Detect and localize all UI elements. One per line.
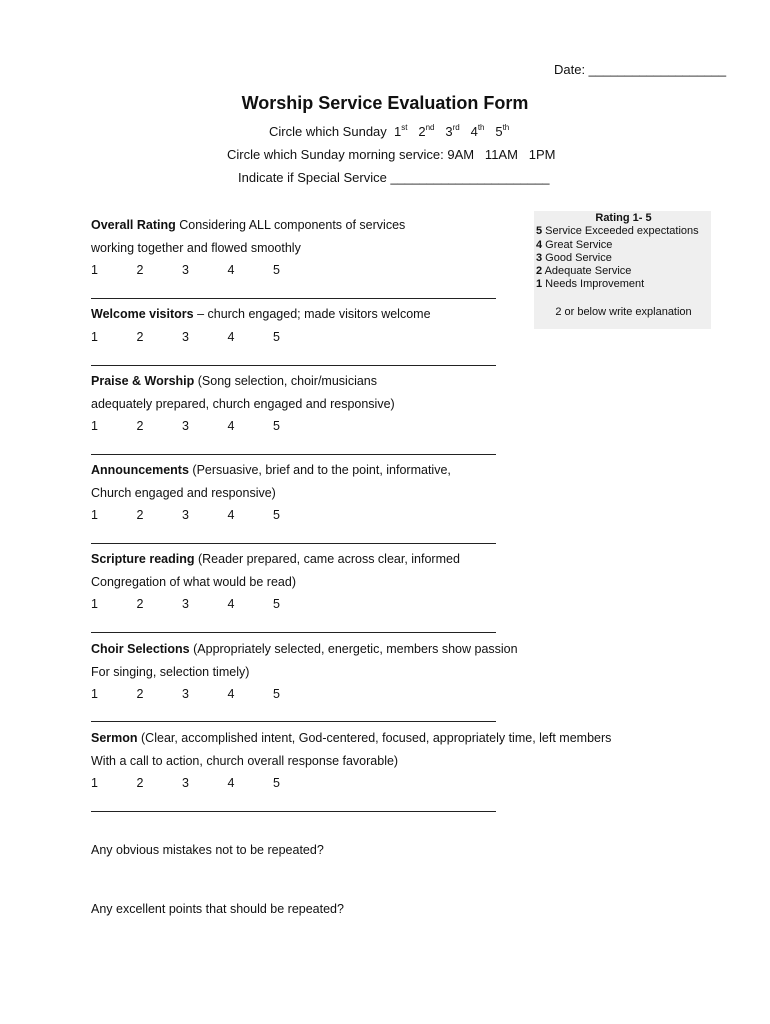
rating-option[interactable]: 2 bbox=[136, 687, 144, 701]
rating-scale[interactable] bbox=[91, 772, 611, 795]
form-title: Worship Service Evaluation Form bbox=[241, 93, 529, 113]
date-field[interactable]: Date: ___________________ bbox=[554, 62, 727, 77]
rating-legend bbox=[534, 211, 711, 329]
rating-option[interactable]: 4 bbox=[227, 329, 235, 344]
question-excellent-points: Any excellent points that should be repeated? bbox=[91, 902, 344, 916]
rating-legend-item: 1 Needs Improvement bbox=[536, 278, 645, 291]
rating-option[interactable]: 1 bbox=[91, 687, 98, 701]
special-service-field[interactable]: Indicate if Special Service ______________________ bbox=[238, 170, 550, 185]
rating-option[interactable]: 3 bbox=[182, 776, 189, 790]
divider bbox=[91, 811, 496, 812]
rating-legend-item: 4 Great Service bbox=[536, 238, 613, 251]
sunday-option[interactable]: 5th bbox=[495, 123, 510, 139]
divider bbox=[91, 543, 496, 544]
rating-option[interactable]: 5 bbox=[273, 687, 280, 701]
section-sermon: Sermon (Clear, accomplished intent, God-centered, focused, appropriately time, left members With a call to action, church overall response favorable) 1 2 3 4 5 bbox=[91, 727, 611, 795]
rating-option[interactable]: 2 bbox=[136, 776, 144, 790]
rating-option[interactable]: 2 bbox=[136, 329, 144, 344]
rating-option[interactable]: 3 bbox=[182, 263, 189, 277]
rating-option[interactable]: 2 bbox=[136, 419, 144, 433]
divider bbox=[91, 632, 496, 633]
rating-option[interactable]: 4 bbox=[227, 687, 235, 701]
rating-option[interactable]: 5 bbox=[273, 329, 280, 344]
rating-option[interactable]: 4 bbox=[227, 419, 235, 433]
rating-legend-item: 5 Service Exceeded expectations bbox=[536, 225, 699, 238]
rating-legend-item: 2 Adequate Service bbox=[536, 265, 632, 278]
sunday-option[interactable]: 1st bbox=[394, 123, 408, 139]
rating-option[interactable]: 5 bbox=[273, 263, 280, 277]
divider bbox=[91, 721, 496, 722]
rating-option[interactable]: 4 bbox=[227, 597, 235, 611]
rating-option[interactable]: 4 bbox=[227, 263, 235, 277]
rating-option[interactable]: 2 bbox=[136, 508, 144, 522]
service-time-selector[interactable]: Circle which Sunday morning service: 9AM 11AM 1PM bbox=[227, 147, 556, 162]
rating-option[interactable]: 3 bbox=[182, 419, 189, 433]
rating-option[interactable]: 1 bbox=[91, 597, 98, 611]
section-announcements: Announcements (Persuasive, brief and to the point, informative, Church engaged and responsive) 1 2 3 4 5 bbox=[91, 459, 451, 527]
rating-legend-note: 2 or below write explanation bbox=[555, 305, 692, 318]
rating-scale[interactable] bbox=[91, 326, 431, 349]
rating-legend-item: 3 Good Service bbox=[536, 251, 612, 264]
rating-option[interactable]: 3 bbox=[182, 508, 189, 522]
section-overall-rating: Overall Rating Considering ALL components of services working together and flowed smoothly 1 2 3 4 5 bbox=[91, 214, 405, 282]
rating-scale[interactable] bbox=[91, 259, 405, 282]
rating-scale[interactable] bbox=[91, 683, 518, 706]
rating-option[interactable]: 5 bbox=[273, 776, 280, 790]
sunday-selector[interactable] bbox=[269, 123, 509, 139]
rating-option[interactable]: 3 bbox=[182, 329, 189, 344]
rating-scale[interactable] bbox=[91, 593, 460, 616]
rating-option[interactable]: 4 bbox=[227, 776, 235, 790]
section-praise-worship: Praise & Worship (Song selection, choir/musicians adequately prepared, church engaged and responsive) 1 2 3 4 5 bbox=[91, 370, 395, 438]
sunday-prefix: Circle which Sunday bbox=[269, 124, 387, 139]
rating-option[interactable]: 1 bbox=[91, 419, 98, 433]
rating-option[interactable]: 3 bbox=[182, 687, 189, 701]
section-choir-selections: Choir Selections (Appropriately selected, energetic, members show passion For singing, selection timely) 1 2 3 4 5 bbox=[91, 638, 518, 706]
rating-option[interactable]: 1 bbox=[91, 776, 98, 790]
divider bbox=[91, 365, 496, 366]
sunday-option[interactable]: 3rd bbox=[445, 123, 460, 139]
divider bbox=[91, 298, 496, 299]
rating-scale[interactable] bbox=[91, 504, 451, 527]
rating-option[interactable]: 4 bbox=[227, 508, 235, 522]
rating-legend-title: Rating 1- 5 bbox=[595, 212, 652, 224]
divider bbox=[91, 454, 496, 455]
rating-option[interactable]: 2 bbox=[136, 597, 144, 611]
rating-option[interactable]: 1 bbox=[91, 508, 98, 522]
section-welcome-visitors: Welcome visitors – church engaged; made visitors welcome 1 2 3 4 5 bbox=[91, 303, 431, 348]
rating-option[interactable]: 3 bbox=[182, 597, 189, 611]
sunday-option[interactable]: 4th bbox=[470, 123, 485, 139]
rating-scale[interactable] bbox=[91, 415, 395, 438]
rating-option[interactable]: 1 bbox=[91, 263, 98, 277]
rating-option[interactable]: 5 bbox=[273, 419, 280, 433]
rating-option[interactable]: 5 bbox=[273, 508, 280, 522]
rating-option[interactable]: 1 bbox=[91, 329, 98, 344]
sunday-option[interactable]: 2nd bbox=[418, 123, 435, 139]
rating-option[interactable]: 5 bbox=[273, 597, 280, 611]
section-scripture-reading: Scripture reading (Reader prepared, came across clear, informed Congregation of what would be read) 1 2 3 4 5 bbox=[91, 548, 460, 616]
question-mistakes: Any obvious mistakes not to be repeated? bbox=[91, 843, 324, 857]
rating-option[interactable]: 2 bbox=[136, 263, 144, 277]
